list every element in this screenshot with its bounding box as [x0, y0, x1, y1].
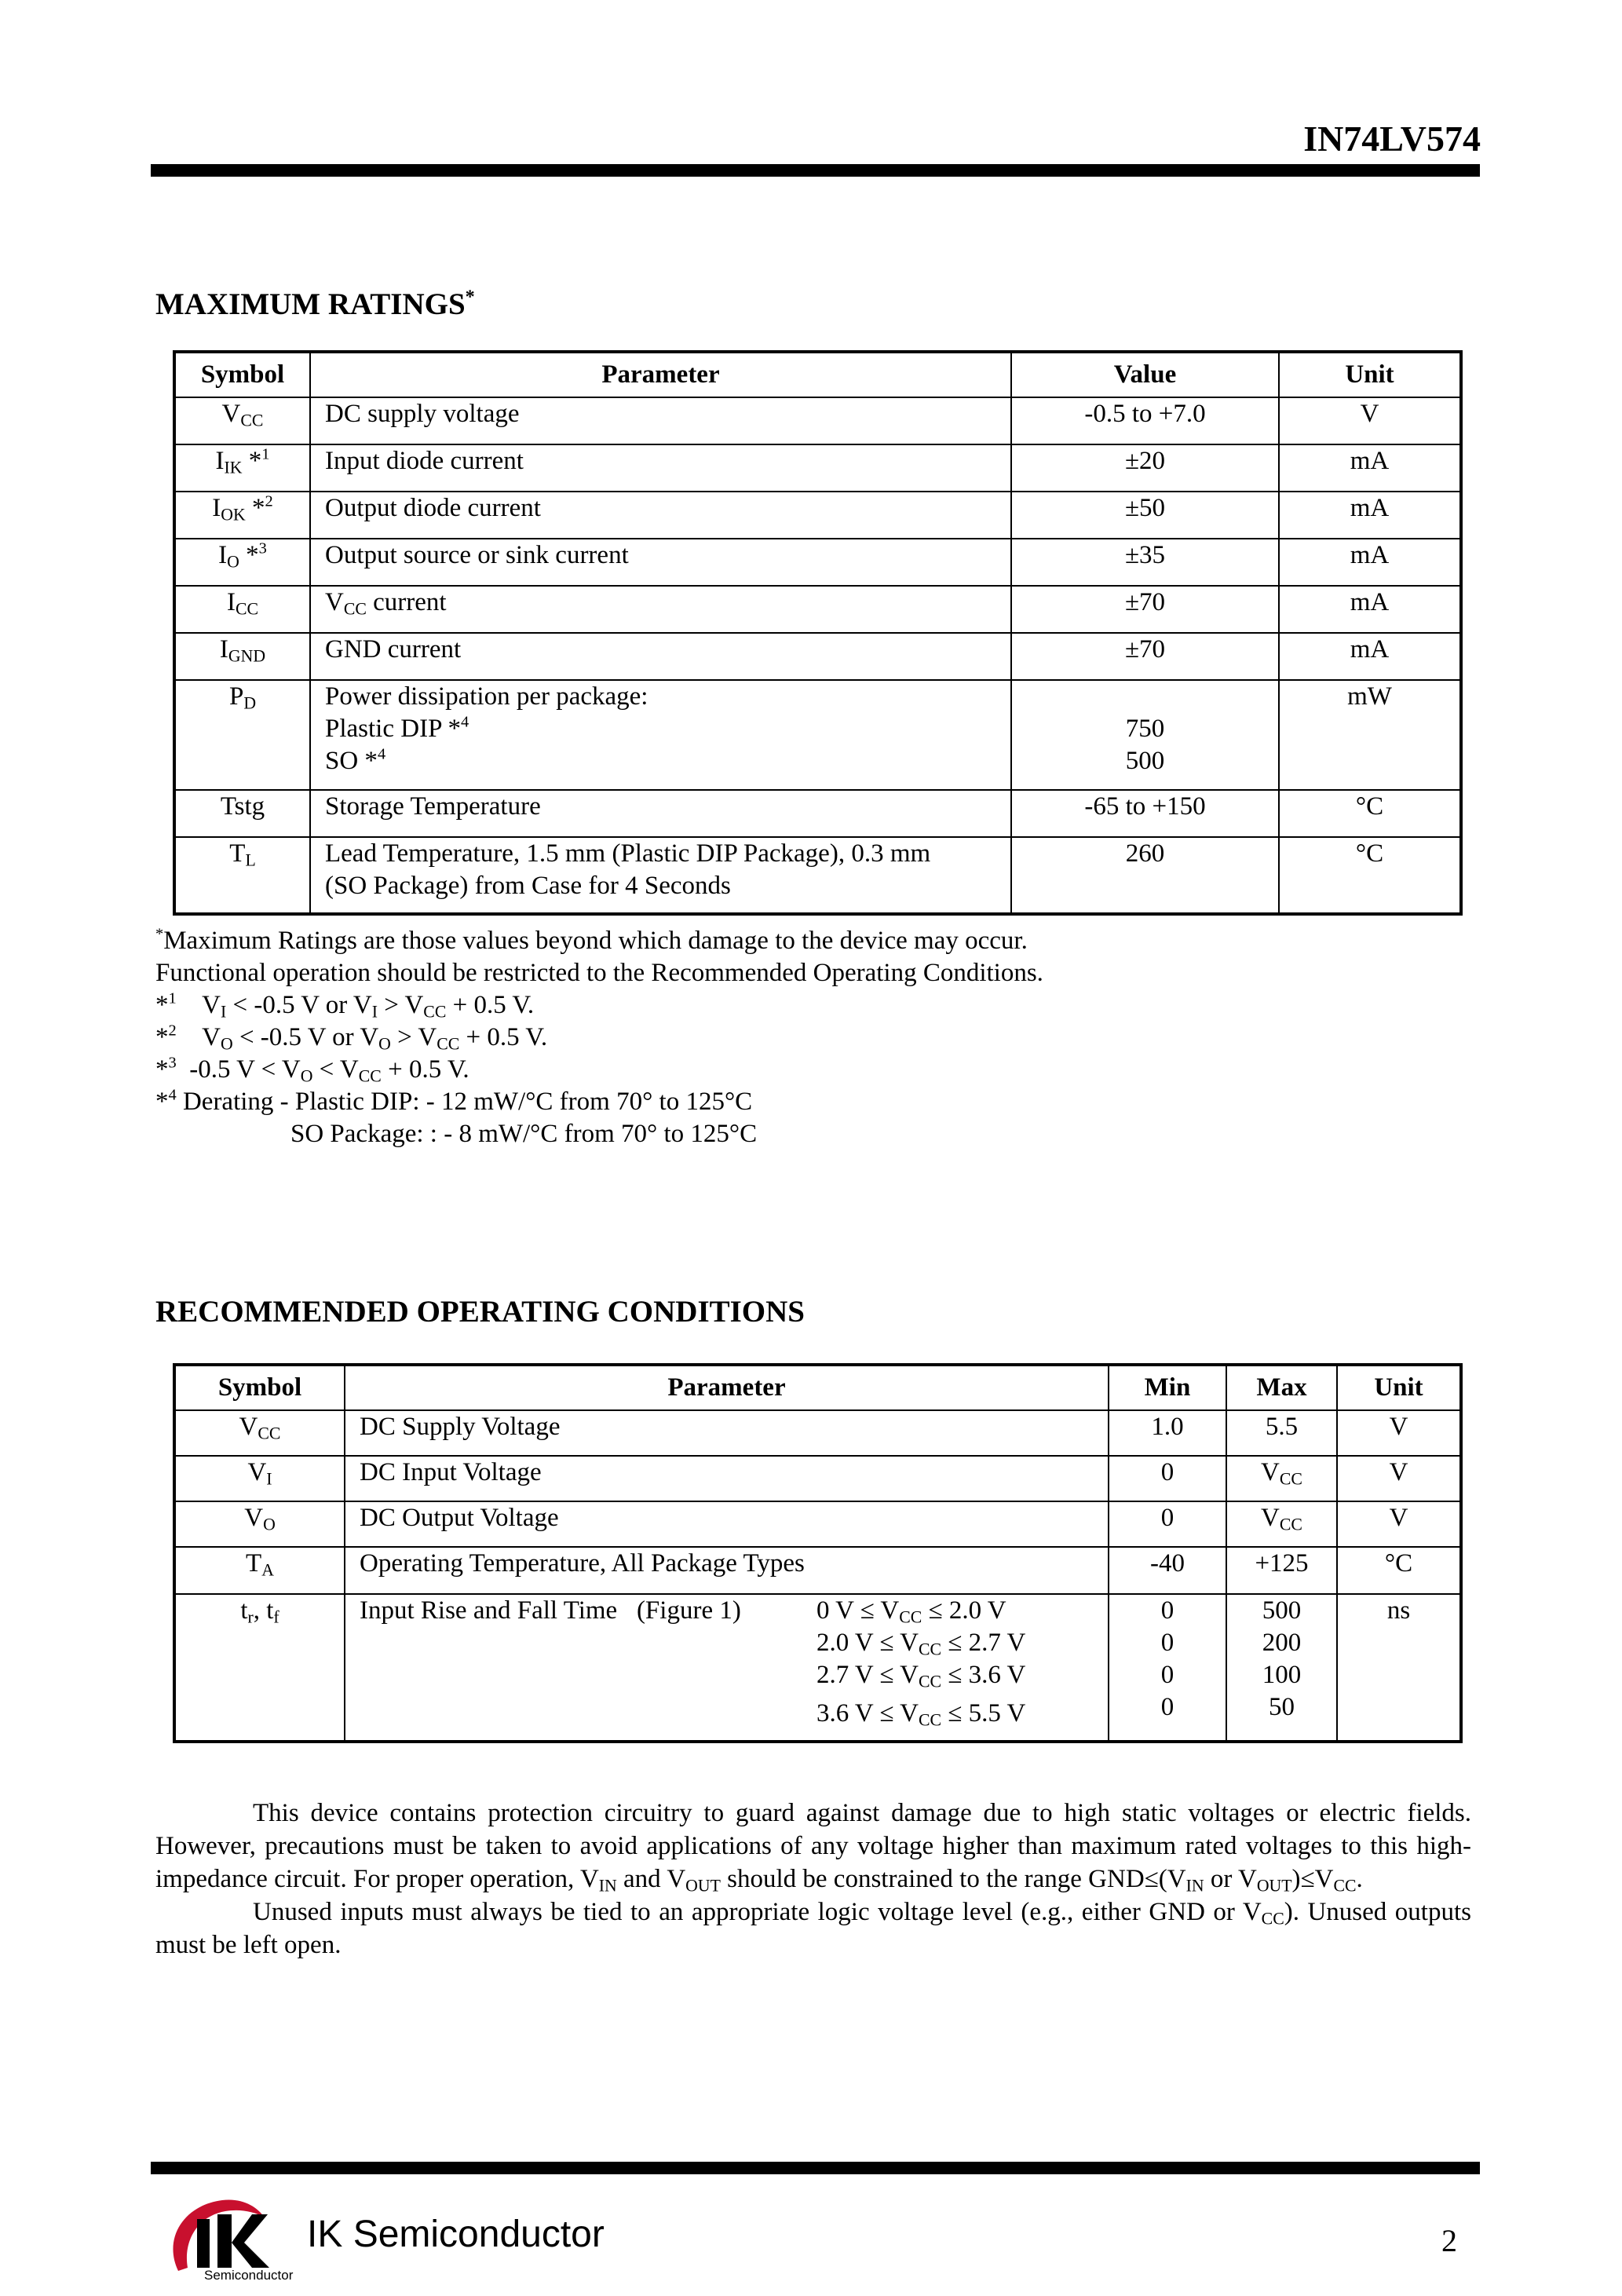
unit-cell: mA: [1279, 492, 1461, 539]
roc-table: [173, 1363, 1463, 1743]
symbol-cell: $V_{CC}$: [174, 1410, 345, 1456]
symbol-cell: $I_O$ *$^3$: [174, 539, 310, 586]
note-line: Functional operation should be restricted to the Recommended Operating Conditions.: [155, 959, 1043, 987]
roc-title: RECOMMENDED OPERATING CONDITIONS: [155, 1295, 805, 1329]
param-line: Power dissipation per package:: [325, 682, 648, 711]
note-4-line2: SO Package: : - 8 mW/°C from 70° to 125°C: [290, 1120, 758, 1148]
unit-cell: ns: [1337, 1594, 1461, 1742]
value-cell: ±50: [1011, 492, 1279, 539]
parameter-cell: $V_{CC}$ current: [310, 586, 1011, 633]
col-header-parameter: Parameter: [310, 352, 1011, 397]
trtf-param-label: Input Rise and Fall Time (Figure 1): [360, 1596, 741, 1625]
symbol-cell: $T_A$: [174, 1547, 345, 1594]
table-row: [174, 539, 1461, 586]
table-row: [174, 1594, 1461, 1742]
paragraph: Unused inputs must always be tied to an appropriate logic voltage level (e.g., either GND or $V_{CC}$). Unused outputs must be left open.: [155, 1898, 1471, 1959]
unit-cell: mA: [1279, 586, 1461, 633]
condition-line: 0 $V \le V_{CC} \le 2.0$ V: [816, 1596, 1006, 1627]
col-header-symbol: Symbol: [174, 1365, 345, 1410]
parameter-cell: GND current: [310, 633, 1011, 680]
protection-notes: [155, 1797, 1471, 1961]
table-header-row: [174, 352, 1461, 397]
symbol-cell: $I_{IK}$ *$^1$: [174, 444, 310, 492]
condition-line: 2.0 $V \le V_{CC} \le 2.7$ V: [816, 1629, 1026, 1659]
col-header-value: Value: [1011, 352, 1279, 397]
col-header-parameter: Parameter: [345, 1365, 1109, 1410]
table-row: [174, 1456, 1461, 1501]
logo-subtitle: Semiconductor: [204, 2268, 294, 2283]
col-header-min: Min: [1109, 1365, 1226, 1410]
col-header-symbol: Symbol: [174, 352, 310, 397]
value-cell: ±70: [1011, 586, 1279, 633]
value-cell: 750 500: [1011, 680, 1279, 790]
unit-cell: V: [1337, 1456, 1461, 1501]
condition-line: 2.7 $V \le V_{CC} \le 3.6$ V: [816, 1661, 1026, 1691]
symbol-cell: $t_r$, $t_f$: [174, 1594, 345, 1742]
parameter-cell: [310, 680, 1011, 790]
unit-cell: °C: [1279, 837, 1461, 914]
paragraph: This device contains protection circuitry to guard against damage due to high static voltages or electric fields. However, precautions must be taken to avoid applications of any voltage higher than maximum rated voltages to this high-impedance circuit. For proper operation, $V_{IN}$ and $V_{OUT}$ should be constrained to the range $GND\le(V_{IN}$ or $V_{OUT})\le V_{CC}$.: [155, 1799, 1471, 1896]
unit-cell: V: [1279, 397, 1461, 444]
max-cell: +125: [1226, 1547, 1337, 1594]
footer-rule: [151, 2162, 1480, 2174]
table-row: [174, 1501, 1461, 1547]
parameter-cell: DC Input Voltage: [345, 1456, 1109, 1501]
max-cell: $V_{CC}$: [1226, 1501, 1337, 1547]
col-header-unit: Unit: [1337, 1365, 1461, 1410]
value-cell: ±20: [1011, 444, 1279, 492]
note-1: *$^1$ $V_I < -0.5$ V or $V_I > V_{CC} + 0.5$ V.: [155, 989, 535, 1022]
unit-cell: V: [1337, 1410, 1461, 1456]
unit-cell: V: [1337, 1501, 1461, 1547]
header-rule: [151, 164, 1480, 177]
parameter-cell: Lead Temperature, 1.5 mm (Plastic DIP Package), 0.3 mm (SO Package) from Case for 4 Seconds: [310, 837, 1011, 914]
col-header-unit: Unit: [1279, 352, 1461, 397]
parameter-cell: DC Supply Voltage: [345, 1410, 1109, 1456]
col-header-max: Max: [1226, 1365, 1337, 1410]
parameter-cell: Storage Temperature: [310, 790, 1011, 837]
param-line: Plastic DIP *$^4$: [325, 713, 469, 743]
parameter-cell: [345, 1594, 1109, 1742]
note-4: *$^4$ Derating - Plastic DIP: - 12 mW/°C from 70° to 125°C: [155, 1086, 753, 1116]
value-cell: 260: [1011, 837, 1279, 914]
note-3: *$^3$ -0.5 $V < V_O < V_{CC} + 0.5$ V.: [155, 1054, 469, 1086]
symbol-cell: $T_L$: [174, 837, 310, 914]
symbol-cell: Tstg: [174, 790, 310, 837]
table-row: [174, 680, 1461, 790]
symbol-cell: $I_{OK}$ *$^2$: [174, 492, 310, 539]
table-row: [174, 1547, 1461, 1594]
table-row: [174, 837, 1461, 914]
table-row: [174, 586, 1461, 633]
parameter-cell: Input diode current: [310, 444, 1011, 492]
parameter-cell: Operating Temperature, All Package Types: [345, 1547, 1109, 1594]
max-ratings-title: MAXIMUM RATINGS*: [155, 286, 475, 321]
company-name: IK Semiconductor: [307, 2214, 605, 2255]
parameter-cell: Output source or sink current: [310, 539, 1011, 586]
max-cell: 5.5: [1226, 1410, 1337, 1456]
table-header-row: [174, 1365, 1461, 1410]
table-row: [174, 397, 1461, 444]
symbol-cell: $V_O$: [174, 1501, 345, 1547]
unit-cell: mW: [1279, 680, 1461, 790]
unit-cell: °C: [1279, 790, 1461, 837]
symbol-cell: $I_{GND}$: [174, 633, 310, 680]
parameter-cell: DC Output Voltage: [345, 1501, 1109, 1547]
symbol-cell: $V_I$: [174, 1456, 345, 1501]
condition-line: 3.6 $V \le V_{CC} \le 5.5$ V: [816, 1699, 1026, 1730]
value-cell: -0.5 to +7.0: [1011, 397, 1279, 444]
unit-cell: mA: [1279, 444, 1461, 492]
value-cell: -65 to +150: [1011, 790, 1279, 837]
param-line: SO *$^4$: [325, 745, 386, 775]
max-cell: 500 200 100 50: [1226, 1594, 1337, 1742]
min-cell: 0: [1109, 1456, 1226, 1501]
min-cell: 1.0: [1109, 1410, 1226, 1456]
min-cell: -40: [1109, 1547, 1226, 1594]
parameter-cell: DC supply voltage: [310, 397, 1011, 444]
value-cell: ±35: [1011, 539, 1279, 586]
symbol-cell: $I_{CC}$: [174, 586, 310, 633]
max-ratings-notes: [155, 925, 1043, 1150]
max-cell: $V_{CC}$: [1226, 1456, 1337, 1501]
page-number: 2: [1441, 2223, 1457, 2258]
table-row: [174, 444, 1461, 492]
part-number: IN74LV574: [1303, 119, 1481, 159]
min-cell: 0 0 0 0: [1109, 1594, 1226, 1742]
table-row: [174, 492, 1461, 539]
note-2: *$^2$ $V_O < -0.5$ V or $V_O > V_{CC} + 0.5$ V.: [155, 1022, 548, 1054]
table-row: [174, 790, 1461, 837]
symbol-cell: $V_{CC}$: [174, 397, 310, 444]
symbol-cell: $P_D$: [174, 680, 310, 790]
unit-cell: °C: [1337, 1547, 1461, 1594]
value-cell: ±70: [1011, 633, 1279, 680]
max-ratings-table: [173, 350, 1463, 916]
min-cell: 0: [1109, 1501, 1226, 1547]
parameter-cell: Output diode current: [310, 492, 1011, 539]
note-star: *Maximum Ratings are those values beyond which damage to the device may occur.: [155, 925, 1028, 955]
table-row: [174, 1410, 1461, 1456]
unit-cell: mA: [1279, 539, 1461, 586]
company-logo: [161, 2183, 616, 2293]
table-row: [174, 633, 1461, 680]
unit-cell: mA: [1279, 633, 1461, 680]
trtf-conditions: [816, 1595, 1099, 1730]
